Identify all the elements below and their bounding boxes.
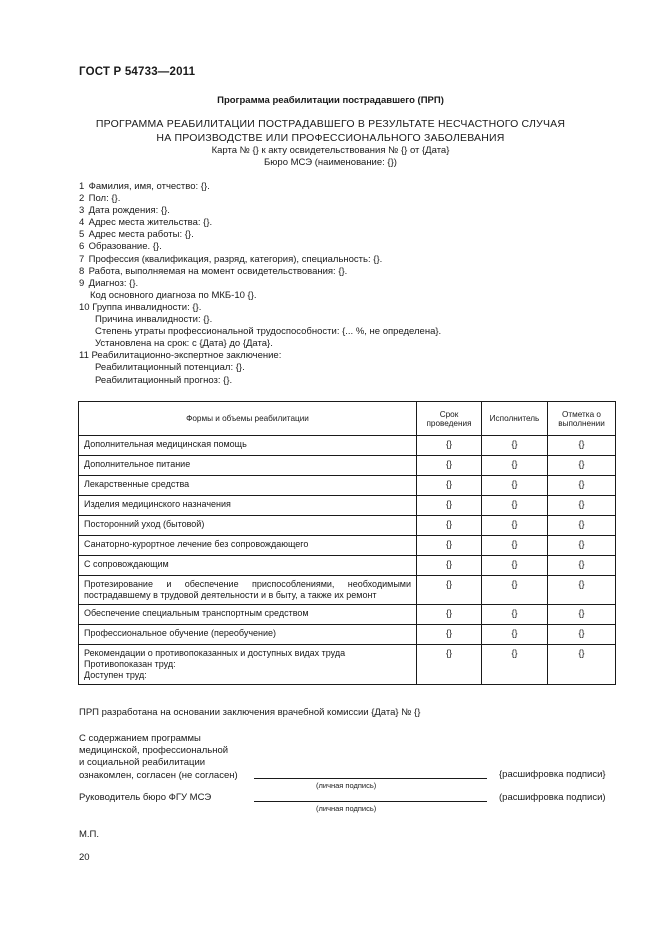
row-label: Лекарственные средства [79, 476, 417, 496]
table-header-row [79, 402, 616, 436]
recommendation-line: Противопоказан труд: [84, 659, 176, 669]
table-row [79, 496, 616, 516]
rehabilitation-table [78, 401, 616, 685]
list-item: 6 Образование. {}. [79, 241, 162, 253]
cell: {} [417, 476, 482, 496]
decode-signature-label: (расшифровка подписи) [499, 792, 606, 803]
list-item: Реабилитационный потенциал: {}. [95, 362, 245, 374]
row-label [79, 645, 417, 685]
main-title-line-1: ПРОГРАММА РЕАБИЛИТАЦИИ ПОСТРАДАВШЕГО В РЕЗУЛЬТАТЕ НЕСЧАСТНОГО СЛУЧАЯ [95, 118, 566, 130]
list-item: 4 Адрес места жительства: {}. [79, 217, 213, 229]
cell: {} [482, 625, 548, 645]
list-item: 8 Работа, выполняемая на момент освидетельствования: {}. [79, 265, 348, 277]
cell: {} [548, 516, 616, 536]
row-label: Профессиональное обучение (переобучение) [79, 625, 417, 645]
cell: {} [417, 556, 482, 576]
bureau-line: Бюро МСЭ (наименование: {}) [264, 157, 397, 168]
row-label: Санаторно-курортное лечение без сопровождающего [79, 536, 417, 556]
table-row [79, 556, 616, 576]
list-item: 2 Пол: {}. [79, 193, 121, 205]
cell: {} [548, 625, 616, 645]
prp-basis: ПРП разработана на основании заключения врачебной комиссии {Дата} № {} [79, 707, 421, 718]
ack-line: и социальной реабилитации [79, 757, 206, 769]
signature-caption: (личная подпись) [316, 804, 377, 813]
list-item: 5 Адрес места работы: {}. [79, 229, 194, 241]
cell: {} [548, 605, 616, 625]
cell: {} [482, 516, 548, 536]
list-item: Причина инвалидности: {}. [95, 314, 213, 326]
signature-line [254, 801, 487, 802]
row-label: С сопровождающим [79, 556, 417, 576]
decode-signature-label: {расшифровка подписи} [499, 769, 606, 780]
subtitle [0, 145, 661, 169]
cell: {} [482, 456, 548, 476]
table-row [79, 476, 616, 496]
list-item: 9 Диагноз: {}. [79, 277, 139, 289]
table-row [79, 516, 616, 536]
row-label: Обеспечение специальным транспортным средством [79, 605, 417, 625]
card-line: Карта № {} к акту освидетельствования № {} от {Дата} [211, 145, 450, 156]
main-title [0, 118, 661, 145]
recommendation-line: Доступен труд: [84, 670, 147, 680]
ack-line: С содержанием программы [79, 733, 201, 744]
row-label: Дополнительная медицинская помощь [79, 436, 417, 456]
ack-line: ознакомлен, согласен (не согласен) [79, 769, 238, 781]
row-label: Изделия медицинского назначения [79, 496, 417, 516]
list-item: Степень утраты профессиональной трудоспособности: {... %, не определена}. [95, 326, 442, 338]
personal-info-list [79, 181, 441, 387]
cell: {} [417, 456, 482, 476]
row-label: Посторонний уход (бытовой) [79, 516, 417, 536]
signature-line [254, 778, 487, 779]
program-title: Программа реабилитации пострадавшего (ПРП) [217, 95, 444, 106]
column-header: Срок проведения [417, 402, 482, 436]
stamp-place: М.П. [79, 829, 100, 840]
list-item: Код основного диагноза по МКБ-10 {}. [90, 289, 257, 301]
cell: {} [417, 536, 482, 556]
recommendation-line: Рекомендации о противопоказанных и доступных видах труда [84, 648, 346, 658]
row-label: Дополнительное питание [79, 456, 417, 476]
signature-caption: (личная подпись) [316, 781, 377, 790]
cell: {} [417, 576, 482, 605]
cell: {} [548, 476, 616, 496]
cell: {} [548, 536, 616, 556]
cell: {} [482, 576, 548, 605]
table-row [79, 625, 616, 645]
list-item: 1 Фамилия, имя, отчество: {}. [79, 181, 210, 192]
cell: {} [482, 645, 548, 685]
acknowledgement-block [79, 733, 238, 782]
cell: {} [417, 645, 482, 685]
cell: {} [548, 496, 616, 516]
cell: {} [482, 496, 548, 516]
list-item: 11 Реабилитационно-экспертное заключение: [79, 350, 282, 362]
list-item: Реабилитационный прогноз: {}. [95, 374, 233, 386]
table-row [79, 576, 616, 605]
table-row [79, 645, 616, 685]
head-label: Руководитель бюро ФГУ МСЭ [79, 792, 212, 803]
cell: {} [417, 605, 482, 625]
cell: {} [482, 556, 548, 576]
list-item: 3 Дата рождения: {}. [79, 205, 170, 217]
table-row [79, 536, 616, 556]
column-header: Отметка о выполнении [548, 402, 616, 436]
cell: {} [548, 556, 616, 576]
column-header: Формы и объемы реабилитации [79, 402, 417, 436]
cell: {} [482, 605, 548, 625]
document-header: ГОСТ Р 54733—2011 [79, 66, 196, 78]
cell: {} [417, 516, 482, 536]
table-row [79, 456, 616, 476]
list-item: 10 Группа инвалидности: {}. [79, 301, 202, 313]
ack-line: медицинской, профессиональной [79, 745, 229, 757]
list-item: 7 Профессия (квалификация, разряд, категория), специальность: {}. [79, 253, 383, 265]
table-row [79, 605, 616, 625]
page-number: 20 [79, 852, 90, 863]
cell: {} [482, 436, 548, 456]
cell: {} [482, 476, 548, 496]
row-label: Протезирование и обеспечение приспособлениями, необходимыми пострадавшему в трудовой деятельности и в быту, а также их ремонт [79, 576, 417, 605]
cell: {} [548, 436, 616, 456]
cell: {} [482, 536, 548, 556]
cell: {} [548, 576, 616, 605]
table-row [79, 436, 616, 456]
cell: {} [548, 456, 616, 476]
list-item: Установлена на срок: с {Дата} до {Дата}. [95, 338, 273, 350]
cell: {} [417, 625, 482, 645]
main-title-line-2: НА ПРОИЗВОДСТВЕ ИЛИ ПРОФЕССИОНАЛЬНОГО ЗАБОЛЕВАНИЯ [156, 131, 505, 144]
cell: {} [548, 645, 616, 685]
column-header: Исполнитель [482, 402, 548, 436]
cell: {} [417, 436, 482, 456]
cell: {} [417, 496, 482, 516]
